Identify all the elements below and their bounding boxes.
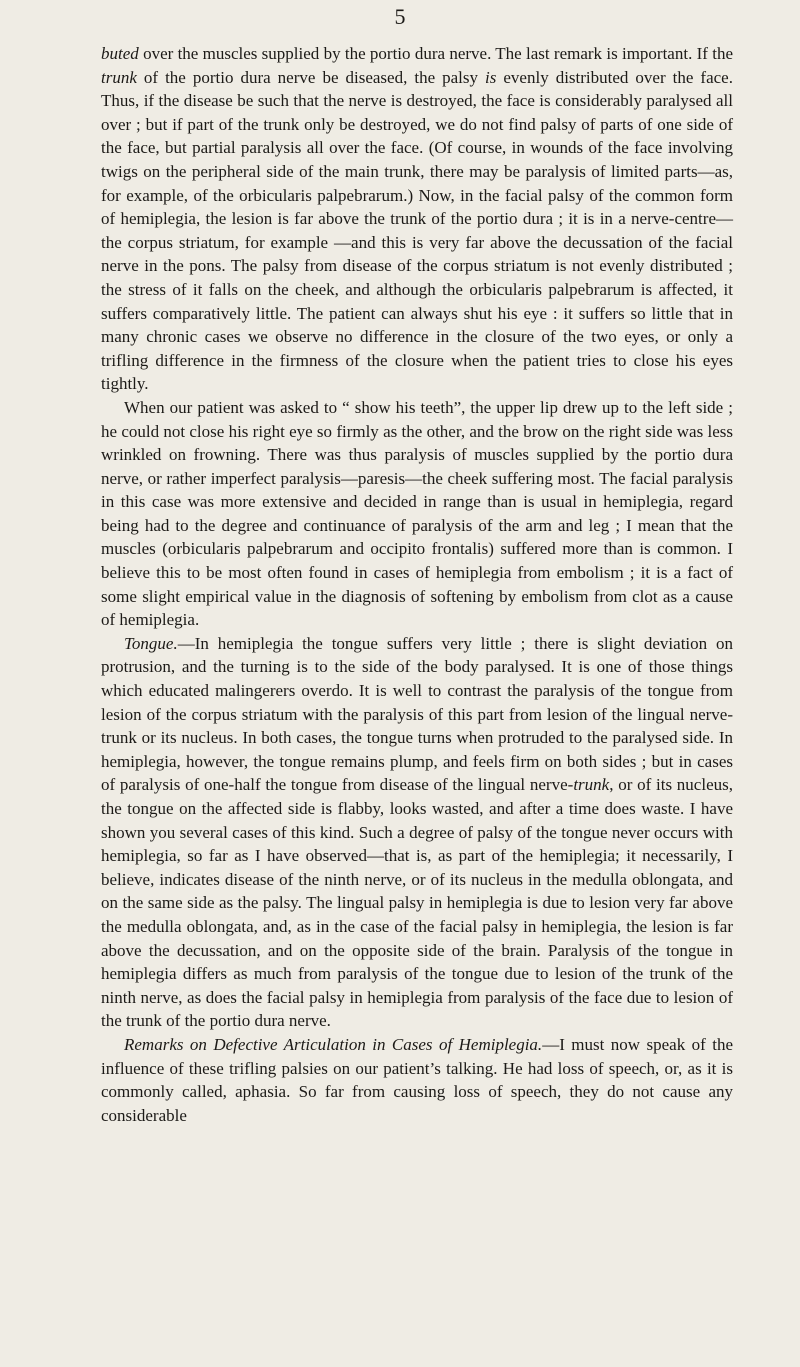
paragraph-articulation (101, 1033, 733, 1127)
italic-run: buted (101, 44, 139, 63)
paragraph-tongue (101, 632, 733, 1033)
italic-run: is (485, 67, 497, 87)
section-heading-tongue: Tongue. (124, 633, 178, 653)
text-run: , or of its nucleus, the tongue on the affected side is flabby, looks wasted, and after a time does waste. I have shown you several cases of this kind. Such a degree of palsy of the tongue never occurs with hemiplegia, so far as I have observed—that is, as part of the hemiplegia; it necessarily, I believe, indicates disease of the ninth nerve, or of its nucleus in the medulla oblongata, and on the same side as the palsy. The lingual palsy in hemiplegia is due to lesion very far above the medulla oblongata, and, as in the case of the facial palsy in hemiplegia, the lesion is far above the decussation, and on the opposite side of the brain. Paralysis of the tongue in hemiplegia differs as much from paralysis of the tongue due to lesion of the trunk of the ninth nerve, as does the facial palsy in hemiplegia from paralysis of the face due to lesion of the trunk of the portio dura nerve. (101, 775, 733, 1031)
text-run: —I must now speak of the influence of these trifling palsies on our patient’s talking. He had loss of speech, or, as it is commonly called, aphasia. So far from causing loss of speech, they do not cause any considerable (101, 1034, 733, 1125)
page-number: 5 (394, 4, 406, 29)
paragraph-facial-palsy (101, 42, 733, 396)
text-run: of the portio dura nerve be diseased, the palsy (136, 67, 486, 87)
text-run: —In hemiplegia the tongue suffers very little ; there is slight deviation on protrusion, and the turning is to the side of the body paralysed. It is one of those things which educated malingerers overdo. It is well to contrast the paralysis of the tongue from lesion of the corpus striatum with the paralysis of this part from lesion of the lingual nerve-trunk or its nucleus. In both cases, the tongue turns when protruded to the paralysed side. In hemiplegia, however, the tongue remains plump, and feels firm on both sides ; but in cases of paralysis of one-half the tongue from disease of the lingual nerve- (101, 633, 733, 795)
text-run: evenly distributed over the face. Thus, if the disease be such that the nerve is destroyed, the face is considerably paralysed all over ; but if part of the trunk only be destroyed, we do not find palsy of parts of one side of the face, but partial paralysis all over the face. (Of course, in wounds of the face involving twigs on the peripheral side of the main trunk, there may be paralysis of limited parts—as, for example, of the orbicularis palpebrarum.) Now, in the facial palsy of the common form of hemiplegia, the lesion is far above the trunk of the portio dura ; it is in a nerve-centre—the corpus striatum, for example —and this is very far above the decussation of the facial nerve in the pons. The palsy from disease of the corpus striatum is not evenly distributed ; the stress of it falls on the cheek, and although the orbicularis palpebrarum is affected, it suffers comparatively little. The patient can always shut his eye : it suffers so little that in many chronic cases we observe no difference in the closure of the two eyes, or only a trifling difference in the firmness of the closure when the patient tries to close his eyes tightly. (101, 67, 733, 394)
section-heading-articulation: Remarks on Defective Articulation in Cases of Hemiplegia. (124, 1034, 543, 1054)
text-run: over the muscles supplied by the portio dura nerve. The last remark is important. If the (138, 44, 733, 63)
italic-run: trunk (573, 775, 610, 795)
text-run: When our patient was asked to “ show his teeth”, the upper lip drew up to the left side ; he could not close his right eye so firmly as the other, and the brow on the right side was less wrinkled on frowning. There was thus paralysis of muscles supplied by the portio dura nerve, or rather imperfect paralysis—paresis—the cheek suffering most. The facial paralysis in this case was more extensive and decided in range than is usual in hemiplegia, regard being had to the degree and continuance of paralysis of the arm and leg ; I mean that the muscles (orbicularis palpebrarum and occipito frontalis) suffered more than is common. I believe this to be most often found in cases of hemiplegia from embolism ; it is a fact of some slight empirical value in the diagnosis of softening by embolism from clot as a cause of hemiplegia. (101, 397, 733, 630)
body-text (101, 42, 733, 1127)
italic-run: trunk (101, 67, 137, 87)
paragraph-show-teeth (101, 396, 733, 632)
